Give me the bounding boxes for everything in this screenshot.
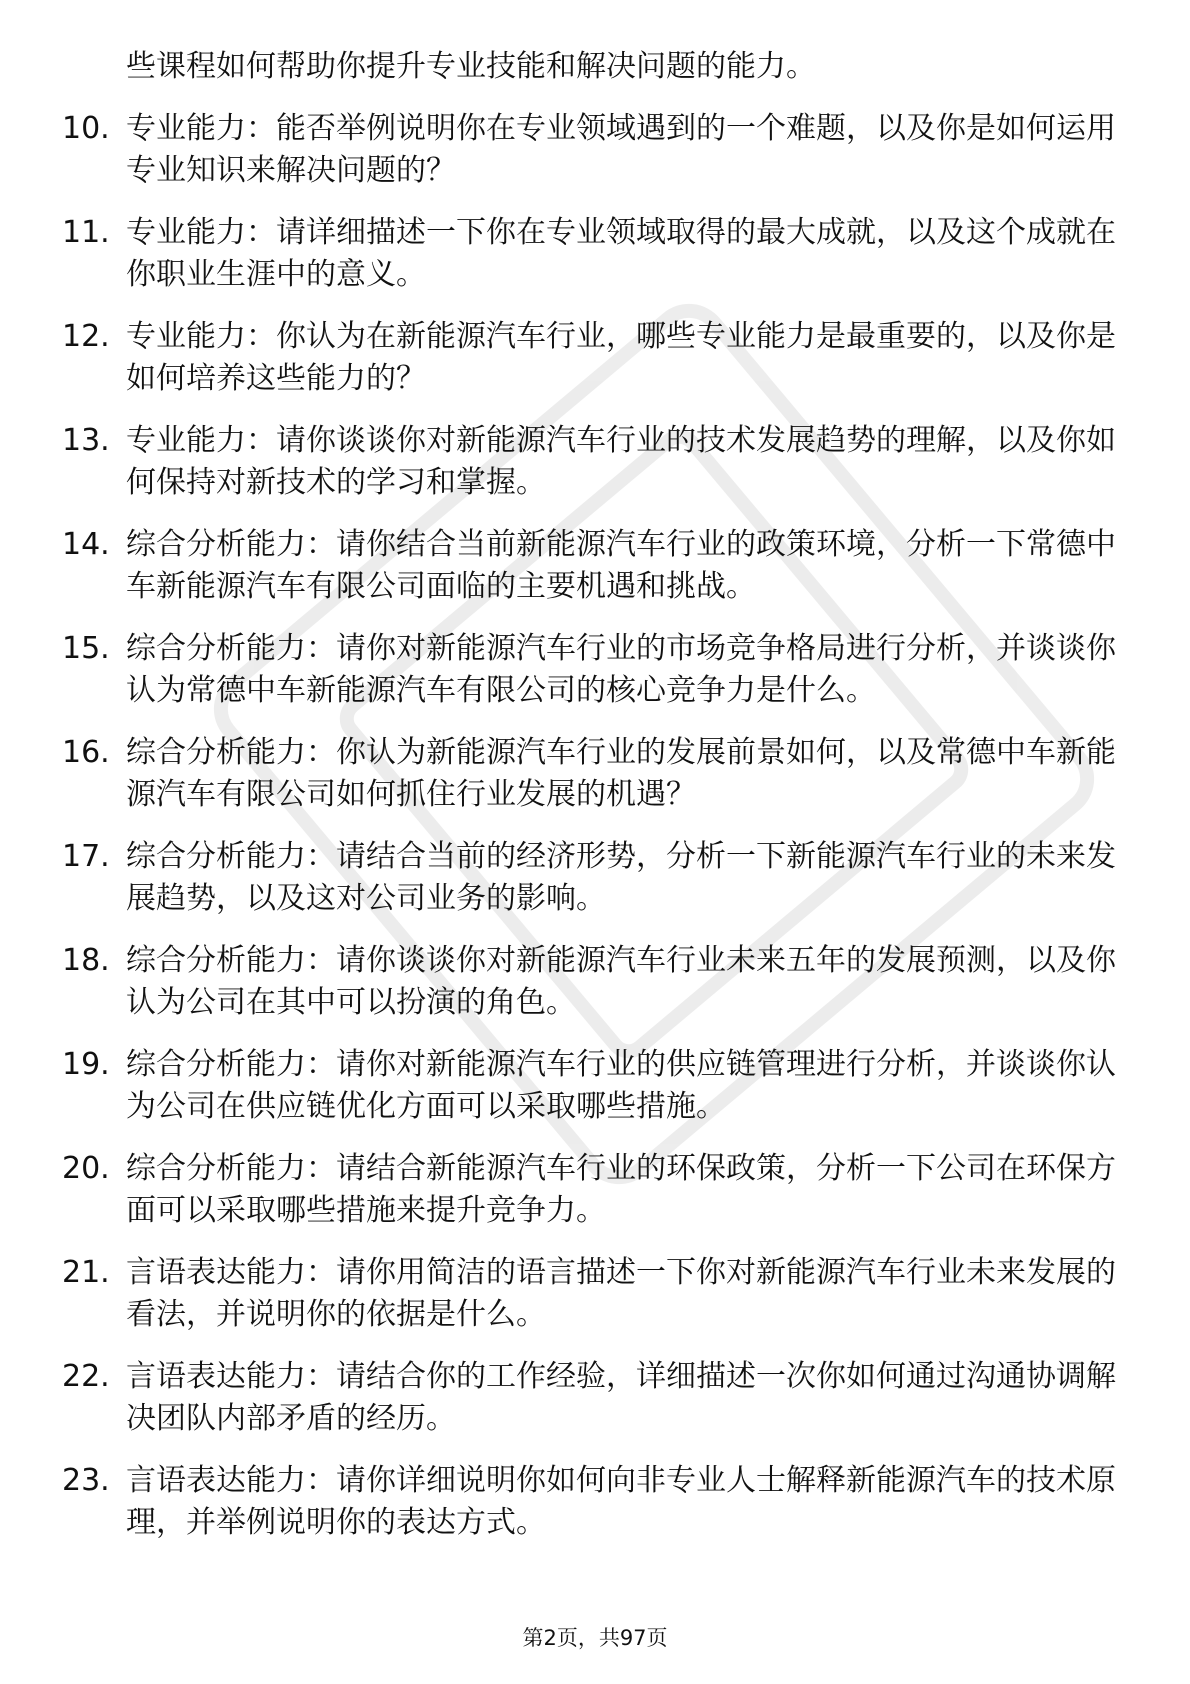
item-text: 专业能力：能否举例说明你在专业领域遇到的一个难题，以及你是如何运用专业知识来解决问题的？ (126, 111, 1116, 188)
item-number: 18. (62, 943, 110, 978)
item-number: 10. (62, 111, 110, 146)
item-text: 综合分析能力：请你对新能源汽车行业的供应链管理进行分析，并谈谈你认为公司在供应链优化方面可以采取哪些措施。 (126, 1047, 1116, 1124)
item-text: 言语表达能力：请你用简洁的语言描述一下你对新能源汽车行业未来发展的看法，并说明你的依据是什么。 (126, 1255, 1116, 1332)
item-text: 综合分析能力：请你对新能源汽车行业的市场竞争格局进行分析，并谈谈你认为常德中车新能源汽车有限公司的核心竞争力是什么。 (126, 631, 1116, 708)
item-text: 专业能力：你认为在新能源汽车行业，哪些专业能力是最重要的，以及你是如何培养这些能力的？ (126, 319, 1116, 396)
list-item (62, 732, 1122, 816)
item-number: 20. (62, 1151, 110, 1186)
list-item (62, 628, 1122, 712)
list-item (62, 316, 1122, 400)
continuation-line: 些课程如何帮助你提升专业技能和解决问题的能力。 (126, 49, 816, 84)
item-text: 综合分析能力：请你结合当前新能源汽车行业的政策环境，分析一下常德中车新能源汽车有限公司面临的主要机遇和挑战。 (126, 527, 1116, 604)
item-number: 19. (62, 1047, 110, 1082)
item-text: 综合分析能力：请结合当前的经济形势，分析一下新能源汽车行业的未来发展趋势，以及这对公司业务的影响。 (126, 839, 1116, 916)
list-item (62, 836, 1122, 920)
list-item (62, 108, 1122, 192)
list-item (62, 1044, 1122, 1128)
list-item (62, 1356, 1122, 1440)
list-item (62, 940, 1122, 1024)
item-number: 22. (62, 1359, 110, 1394)
item-number: 12. (62, 319, 110, 354)
item-text: 专业能力：请你谈谈你对新能源汽车行业的技术发展趋势的理解，以及你如何保持对新技术的学习和掌握。 (126, 423, 1116, 500)
item-text: 综合分析能力：请结合新能源汽车行业的环保政策，分析一下公司在环保方面可以采取哪些措施来提升竞争力。 (126, 1151, 1116, 1228)
item-text: 言语表达能力：请你详细说明你如何向非专业人士解释新能源汽车的技术原理，并举例说明你的表达方式。 (126, 1463, 1116, 1540)
item-number: 16. (62, 735, 110, 770)
item-text: 综合分析能力：你认为新能源汽车行业的发展前景如何，以及常德中车新能源汽车有限公司如何抓住行业发展的机遇？ (126, 735, 1116, 812)
item-text: 言语表达能力：请结合你的工作经验，详细描述一次你如何通过沟通协调解决团队内部矛盾的经历。 (126, 1359, 1116, 1436)
list-item (62, 212, 1122, 296)
item-number: 17. (62, 839, 110, 874)
item-number: 14. (62, 527, 110, 562)
list-item (62, 524, 1122, 608)
list-item (62, 420, 1122, 504)
list-item (62, 1460, 1122, 1544)
list-item (62, 1148, 1122, 1232)
question-list (62, 46, 1122, 1564)
list-item (62, 1252, 1122, 1336)
item-number: 13. (62, 423, 110, 458)
item-number: 11. (62, 215, 110, 250)
item-number: 23. (62, 1463, 110, 1498)
page-number: 第2页，共97页 (522, 1626, 668, 1650)
item-number: 21. (62, 1255, 110, 1290)
item-text: 专业能力：请详细描述一下你在专业领域取得的最大成就，以及这个成就在你职业生涯中的意义。 (126, 215, 1116, 292)
item-text: 综合分析能力：请你谈谈你对新能源汽车行业未来五年的发展预测，以及你认为公司在其中可以扮演的角色。 (126, 943, 1116, 1020)
item-number: 15. (62, 631, 110, 666)
